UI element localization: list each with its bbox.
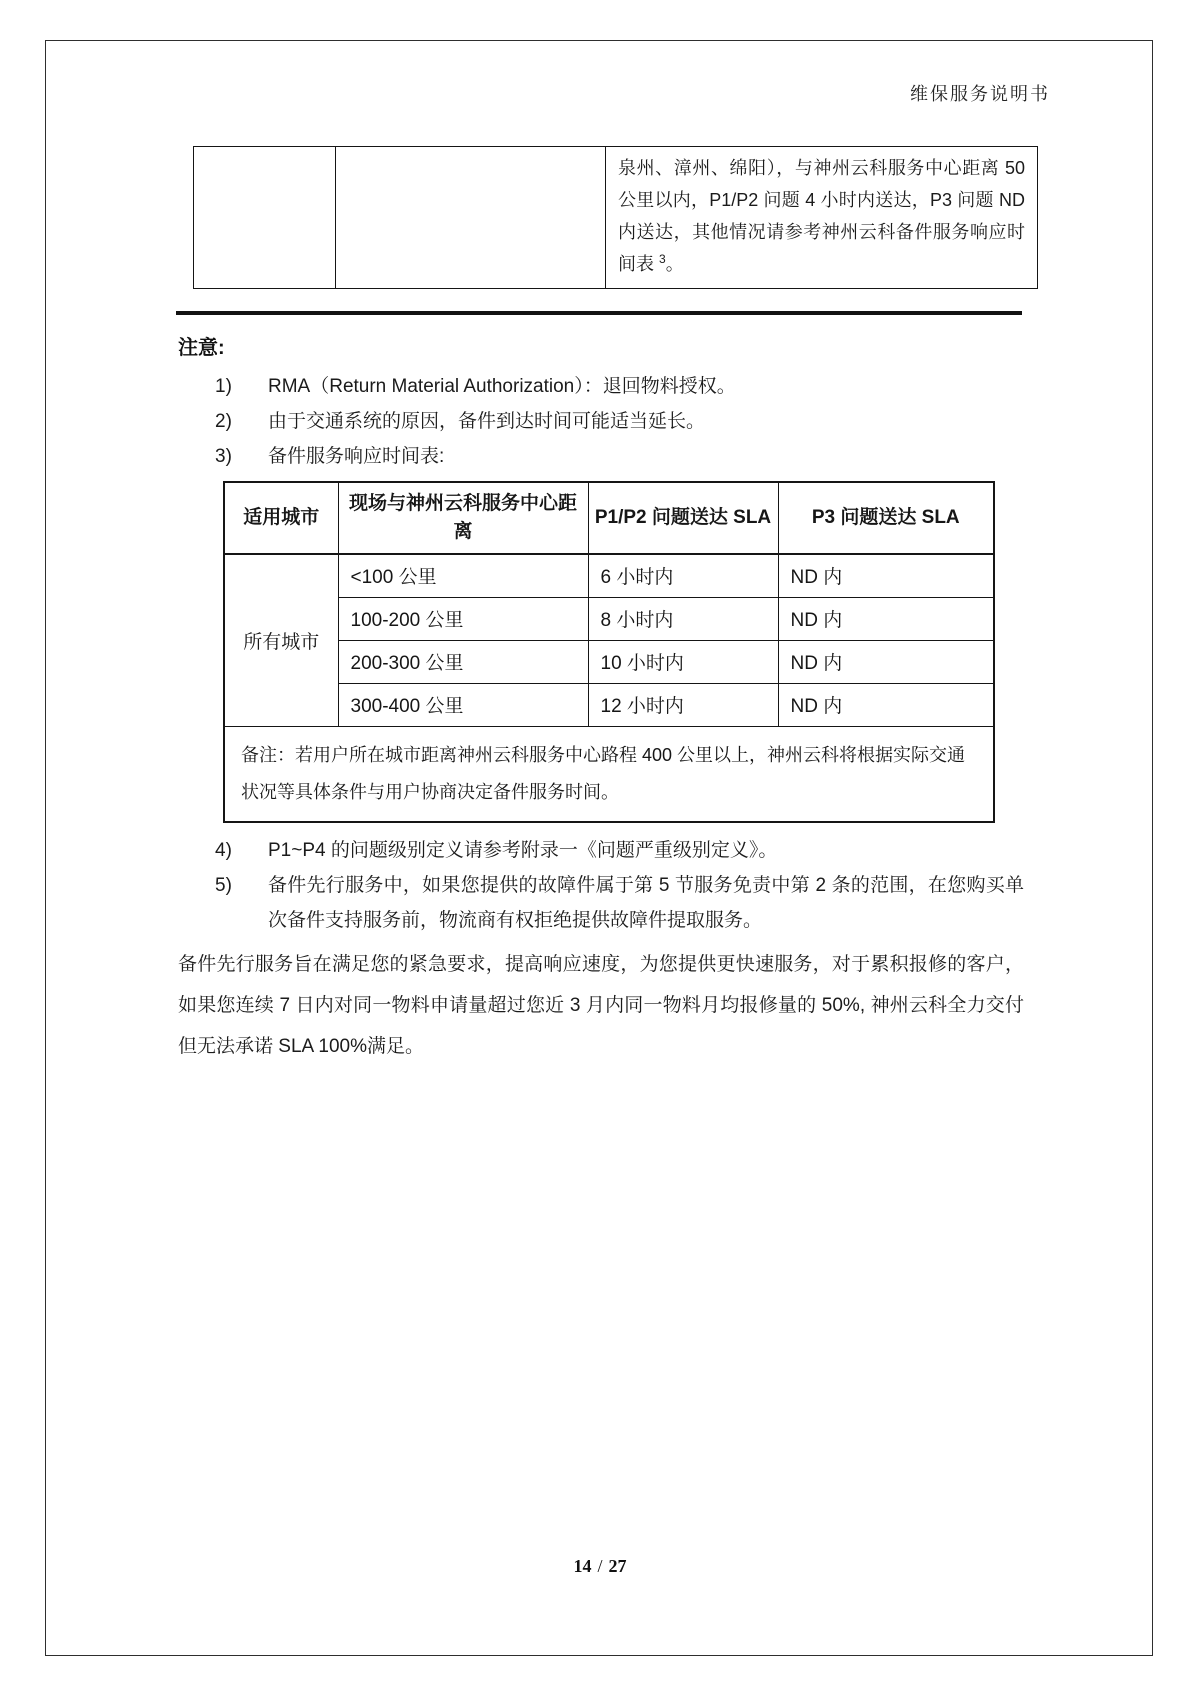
note-text: P1~P4 的问题级别定义请参考附录一《问题严重级别定义》。 xyxy=(268,839,778,861)
header-p3-sla: P3 问题送达 SLA xyxy=(778,482,994,554)
section-divider-rule xyxy=(176,311,1022,315)
header-applicable-cities: 适用城市 xyxy=(224,482,338,554)
note-item-4 xyxy=(178,833,1024,868)
distance-cell: <100 公里 xyxy=(338,554,588,597)
document-header-title: 维保服务说明书 xyxy=(910,84,1050,104)
note-item-2 xyxy=(178,404,1024,439)
header-row xyxy=(224,482,994,554)
sentence-end: 。 xyxy=(665,254,684,274)
p3-sla-cell: ND 内 xyxy=(778,597,994,640)
note-text: RMA（Return Material Authorization）：退回物料授权。 xyxy=(268,376,736,397)
notice-label: 注意: xyxy=(178,337,225,359)
p1p2-sla-cell: 6 小时内 xyxy=(588,554,778,597)
p3-sla-cell: ND 内 xyxy=(778,554,994,597)
note-item-1 xyxy=(178,369,1024,404)
p3-sla-cell: ND 内 xyxy=(778,683,994,726)
empty-cell xyxy=(194,147,336,289)
city-group-cell: 所有城市 xyxy=(224,554,338,726)
distance-cell: 100-200 公里 xyxy=(338,597,588,640)
service-description-cell xyxy=(606,147,1038,289)
note-item-5 xyxy=(178,868,1024,938)
closing-paragraph: 备件先行服务旨在满足您的紧急要求，提高响应速度，为您提供更快速服务，对于累积报修的客户，如果您连续 7 日内对同一物料申请量超过您近 3 月内同一物料月均报修量的 50%, 神州云科全力交付但无法承诺 SLA 100%满足。 xyxy=(178,953,1024,1057)
footnote-reference: 3 xyxy=(659,252,666,266)
note-number: 5) xyxy=(215,874,232,896)
remark-row xyxy=(224,726,994,822)
table-row xyxy=(224,683,994,726)
distance-cell: 200-300 公里 xyxy=(338,640,588,683)
notes-section xyxy=(178,369,1024,1067)
page-number-current: 14 xyxy=(573,1556,592,1576)
page-number xyxy=(0,1556,1200,1577)
note-number: 2) xyxy=(215,411,232,432)
table-row xyxy=(224,554,994,597)
p1p2-sla-cell: 10 小时内 xyxy=(588,640,778,683)
note-number: 4) xyxy=(215,839,232,861)
remark-cell: 备注：若用户所在城市距离神州云科服务中心路程 400 公里以上，神州云科将根据实际交通状况等具体条件与用户协商决定备件服务时间。 xyxy=(224,726,994,822)
p3-sla-cell: ND 内 xyxy=(778,640,994,683)
note-text: 备件服务响应时间表: xyxy=(268,446,445,467)
p1p2-sla-cell: 12 小时内 xyxy=(588,683,778,726)
p1p2-sla-cell: 8 小时内 xyxy=(588,597,778,640)
header-p1p2-sla: P1/P2 问题送达 SLA xyxy=(588,482,778,554)
note-text: 由于交通系统的原因，备件到达时间可能适当延长。 xyxy=(268,411,706,432)
table-row xyxy=(194,147,1038,289)
note-number: 3) xyxy=(215,446,232,467)
empty-cell xyxy=(336,147,606,289)
sla-response-time-table xyxy=(223,481,995,823)
page-number-separator: / xyxy=(597,1556,603,1576)
note-number: 1) xyxy=(215,376,232,397)
note-text: 备件先行服务中，如果您提供的故障件属于第 5 节服务免责中第 2 条的范围，在您购买单次备件支持服务前，物流商有权拒绝提供故障件提取服务。 xyxy=(268,874,1024,931)
header-distance: 现场与神州云科服务中心距离 xyxy=(338,482,588,554)
table-row xyxy=(224,597,994,640)
note-item-3 xyxy=(178,439,1024,474)
service-description-text: 泉州、漳州、绵阳），与神州云科服务中心距离 50 公里以内，P1/P2 问题 4 小时内送达，P3 问题 ND 内送达，其他情况请参考神州云科备件服务响应时间表 xyxy=(618,158,1025,274)
sla-table-header xyxy=(224,482,994,554)
page-number-total: 27 xyxy=(608,1556,627,1576)
continued-service-table xyxy=(193,146,1038,289)
table-row xyxy=(224,640,994,683)
distance-cell: 300-400 公里 xyxy=(338,683,588,726)
